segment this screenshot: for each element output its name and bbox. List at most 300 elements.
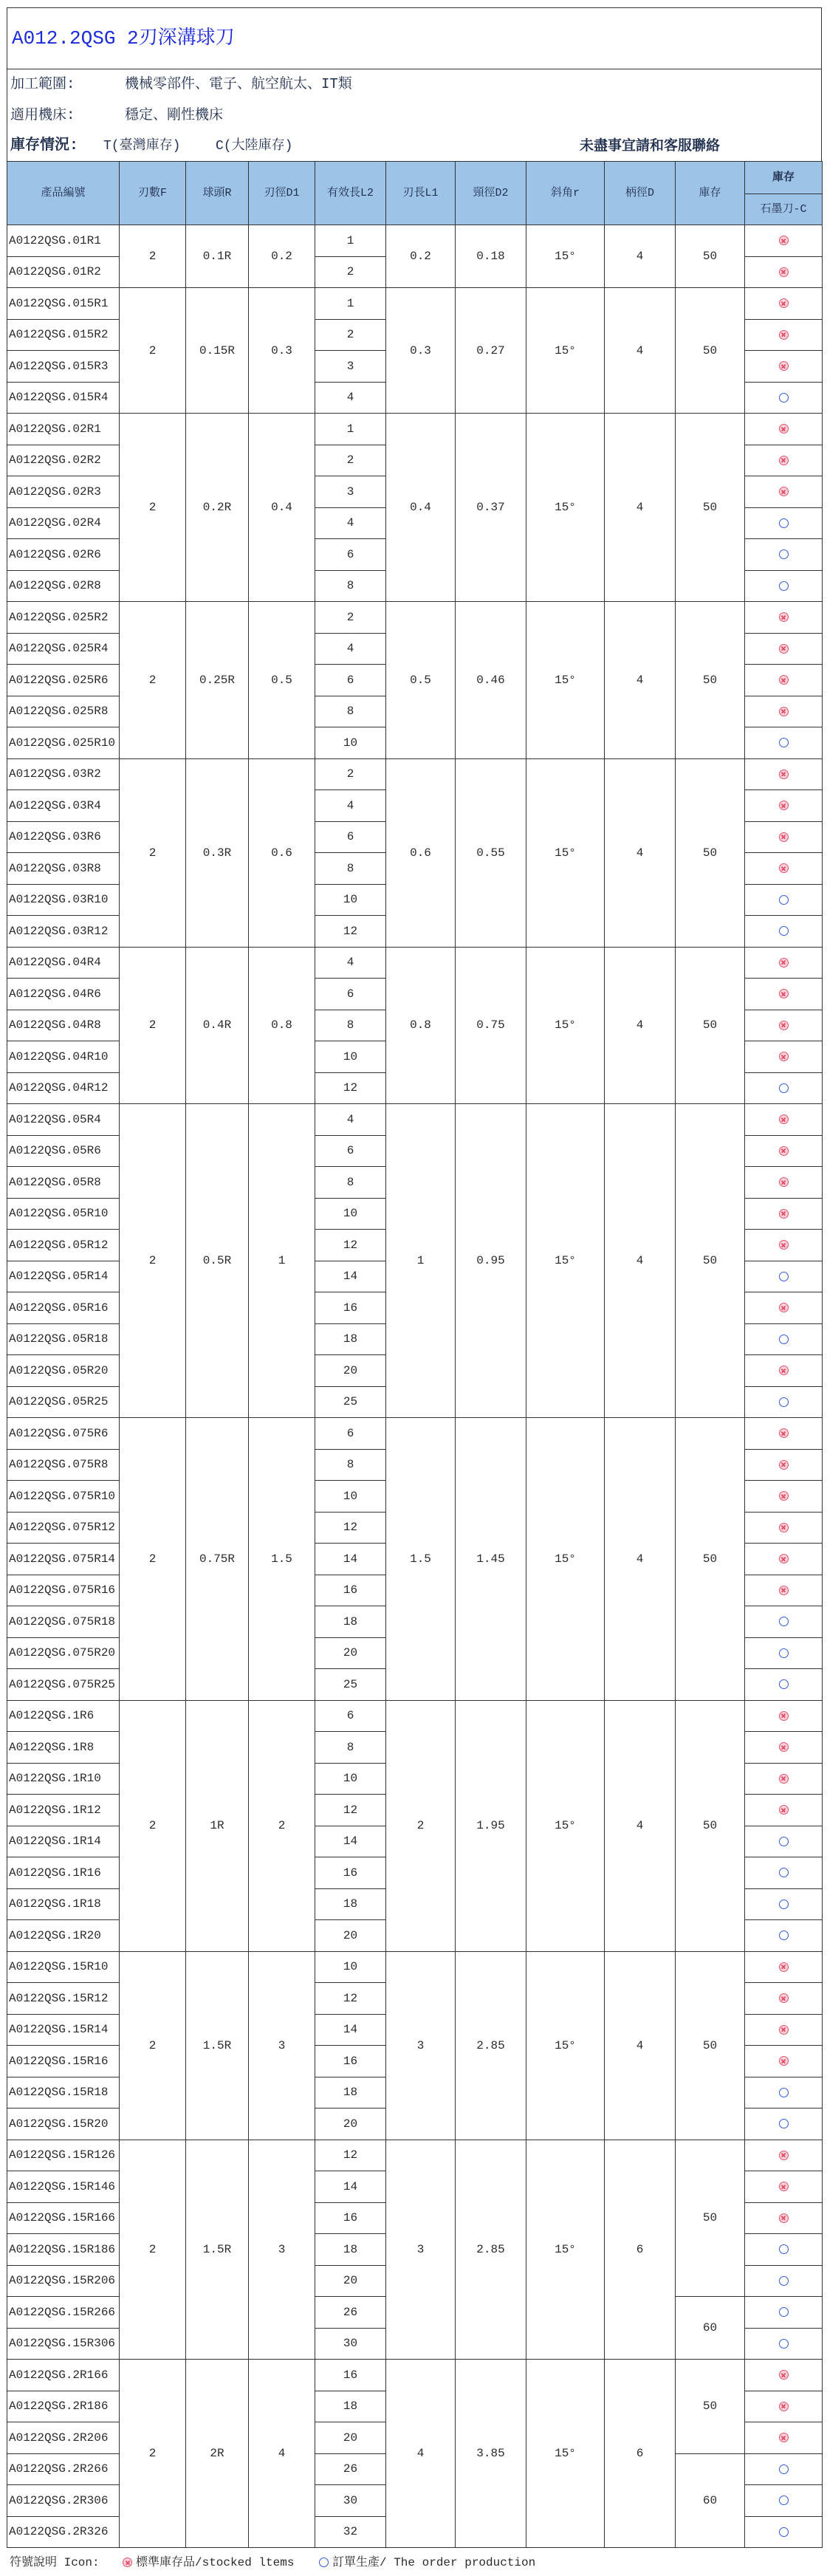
cutting-length-cell: 2: [386, 1700, 456, 1951]
effective-length-cell: 14: [315, 1826, 386, 1857]
effective-length-cell: 26: [315, 2297, 386, 2329]
availability-cell: [745, 2014, 823, 2046]
order-production-icon: [779, 2244, 789, 2254]
table-row: [7, 758, 823, 790]
availability-cell: [745, 2171, 823, 2203]
effective-length-cell: 6: [315, 539, 386, 571]
flutes-cell: 2: [120, 1104, 186, 1418]
neck-diameter-cell: 3.85: [456, 2360, 526, 2548]
stock-qty-cell: 50: [676, 1951, 745, 2140]
effective-length-cell: 1: [315, 288, 386, 320]
availability-cell: [745, 382, 823, 414]
cutting-length-cell: 0.2: [386, 225, 456, 288]
header-angle: 斜角r: [526, 162, 605, 225]
availability-cell: [745, 1104, 823, 1136]
availability-cell: [745, 1732, 823, 1764]
stocked-icon: [779, 1240, 789, 1250]
stocked-icon: [779, 1491, 789, 1501]
availability-cell: [745, 979, 823, 1010]
stock-qty-cell: 50: [676, 225, 745, 288]
effective-length-cell: 2: [315, 256, 386, 288]
availability-cell: [745, 1826, 823, 1857]
ball-radius-cell: 1.5R: [186, 1951, 249, 2140]
product-code-cell: A0122QSG.2R326: [7, 2516, 120, 2548]
effective-length-cell: 2: [315, 445, 386, 476]
product-code-cell: A0122QSG.075R12: [7, 1512, 120, 1544]
product-code-cell: A0122QSG.1R14: [7, 1826, 120, 1857]
shank-diameter-cell: 4: [605, 602, 676, 759]
table-row: [7, 2140, 823, 2171]
availability-cell: [745, 351, 823, 383]
stocked-icon: [779, 612, 789, 622]
stocked-icon: [779, 2182, 789, 2191]
effective-length-cell: 20: [315, 2109, 386, 2140]
product-code-cell: A0122QSG.1R6: [7, 1700, 120, 1732]
header-availability: 庫存: [745, 162, 823, 194]
availability-cell: [745, 319, 823, 351]
stock-qty-cell: 60: [676, 2453, 745, 2548]
header-flutes: 刃數F: [120, 162, 186, 225]
stocked-icon: [779, 1303, 789, 1312]
table-row: [7, 947, 823, 979]
stocked-icon: [779, 2151, 789, 2160]
ball-radius-cell: 0.2R: [186, 414, 249, 602]
availability-cell: [745, 507, 823, 539]
effective-length-cell: 16: [315, 1292, 386, 1324]
effective-length-cell: 8: [315, 696, 386, 727]
effective-length-cell: 10: [315, 1763, 386, 1795]
cutting-length-cell: 0.3: [386, 288, 456, 414]
effective-length-cell: 16: [315, 2046, 386, 2077]
angle-cell: 15°: [526, 2360, 605, 2548]
effective-length-cell: 30: [315, 2328, 386, 2360]
header-ball-radius: 球頭R: [186, 162, 249, 225]
cutting-diameter-cell: 0.8: [249, 947, 315, 1104]
stocked-icon: [779, 1177, 789, 1187]
table-row: [7, 2360, 823, 2391]
header-shank-diameter: 柄徑D: [605, 162, 676, 225]
product-code-cell: A0122QSG.04R8: [7, 1010, 120, 1041]
effective-length-cell: 6: [315, 979, 386, 1010]
stock-status-row: [7, 131, 821, 162]
machine-type-value: 穩定、剛性機床: [125, 107, 224, 123]
effective-length-cell: 6: [315, 821, 386, 853]
stocked-icon: [779, 675, 789, 685]
effective-length-cell: 4: [315, 947, 386, 979]
product-code-cell: A0122QSG.05R6: [7, 1135, 120, 1167]
product-code-cell: A0122QSG.15R306: [7, 2328, 120, 2360]
availability-cell: [745, 445, 823, 476]
effective-length-cell: 10: [315, 1041, 386, 1073]
effective-length-cell: 12: [315, 1230, 386, 1261]
availability-cell: [745, 2516, 823, 2548]
stocked-icon: [779, 267, 789, 277]
effective-length-cell: 6: [315, 665, 386, 696]
effective-length-cell: 18: [315, 2234, 386, 2266]
neck-diameter-cell: 0.95: [456, 1104, 526, 1418]
product-code-cell: A0122QSG.1R16: [7, 1857, 120, 1889]
stocked-icon: [779, 1209, 789, 1219]
stocked-icon: [779, 1021, 789, 1030]
availability-cell: [745, 758, 823, 790]
availability-cell: [745, 1795, 823, 1826]
product-code-cell: A0122QSG.15R166: [7, 2202, 120, 2234]
availability-cell: [745, 633, 823, 665]
effective-length-cell: 16: [315, 1857, 386, 1889]
sheet-header: [7, 7, 822, 161]
effective-length-cell: 8: [315, 570, 386, 602]
effective-length-cell: 4: [315, 1104, 386, 1136]
stock-qty-cell: 50: [676, 288, 745, 414]
ball-radius-cell: 0.5R: [186, 1104, 249, 1418]
table-row: [7, 288, 823, 320]
shank-diameter-cell: 4: [605, 1700, 676, 1951]
product-code-cell: A0122QSG.1R8: [7, 1732, 120, 1764]
stock-qty-cell: 50: [676, 947, 745, 1104]
effective-length-cell: 30: [315, 2485, 386, 2517]
product-code-cell: A0122QSG.15R146: [7, 2171, 120, 2203]
stocked-icon: [779, 330, 789, 340]
product-code-cell: A0122QSG.015R3: [7, 351, 120, 383]
product-code-cell: A0122QSG.02R3: [7, 476, 120, 508]
title-row: [7, 8, 821, 69]
effective-length-cell: 18: [315, 1323, 386, 1355]
flutes-cell: 2: [120, 1700, 186, 1951]
effective-length-cell: 12: [315, 916, 386, 948]
product-code-cell: A0122QSG.04R6: [7, 979, 120, 1010]
ball-radius-cell: 2R: [186, 2360, 249, 2548]
cutting-length-cell: 0.8: [386, 947, 456, 1104]
angle-cell: 15°: [526, 947, 605, 1104]
effective-length-cell: 26: [315, 2453, 386, 2485]
availability-cell: [745, 1418, 823, 1450]
product-code-cell: A0122QSG.2R166: [7, 2360, 120, 2391]
availability-cell: [745, 539, 823, 571]
stock-qty-cell: 60: [676, 2297, 745, 2360]
availability-cell: [745, 1198, 823, 1230]
product-code-cell: A0122QSG.075R14: [7, 1544, 120, 1575]
stocked-icon: [779, 1774, 789, 1784]
stocked-icon: [779, 1052, 789, 1061]
availability-cell: [745, 225, 823, 257]
stocked-icon: [779, 1993, 789, 2003]
stock-qty-cell: 50: [676, 758, 745, 947]
neck-diameter-cell: 1.45: [456, 1418, 526, 1701]
stocked-icon: [779, 2213, 789, 2223]
stocked-icon: [779, 1523, 789, 1532]
order-production-icon: [779, 2527, 789, 2537]
effective-length-cell: 12: [315, 1072, 386, 1104]
header-cutting-diameter: 刃徑D1: [249, 162, 315, 225]
effective-length-cell: 10: [315, 727, 386, 759]
cutting-length-cell: 4: [386, 2360, 456, 2548]
availability-cell: [745, 1261, 823, 1292]
product-code-cell: A0122QSG.075R25: [7, 1669, 120, 1701]
effective-length-cell: 12: [315, 1983, 386, 2015]
effective-length-cell: 18: [315, 1888, 386, 1920]
product-code-cell: A0122QSG.075R16: [7, 1575, 120, 1606]
angle-cell: 15°: [526, 602, 605, 759]
availability-cell: [745, 884, 823, 916]
order-production-icon: [779, 1837, 789, 1846]
header-cutting-length: 刃長L1: [386, 162, 456, 225]
neck-diameter-cell: 2.85: [456, 1951, 526, 2140]
stocked-icon: [779, 1366, 789, 1375]
effective-length-cell: 1: [315, 414, 386, 445]
product-code-cell: A0122QSG.15R126: [7, 2140, 120, 2171]
effective-length-cell: 2: [315, 319, 386, 351]
stocked-icon: [779, 2402, 789, 2411]
stocked-icon: [779, 2025, 789, 2035]
flutes-cell: 2: [120, 1418, 186, 1701]
angle-cell: 15°: [526, 1700, 605, 1951]
product-code-cell: A0122QSG.1R20: [7, 1920, 120, 1952]
order-production-icon: [779, 1617, 789, 1626]
order-production-icon: [779, 2119, 789, 2128]
effective-length-cell: 18: [315, 2391, 386, 2422]
availability-cell: [745, 2453, 823, 2485]
effective-length-cell: 2: [315, 602, 386, 634]
stocked-icon: [779, 707, 789, 716]
cutting-diameter-cell: 3: [249, 2140, 315, 2360]
product-code-cell: A0122QSG.1R12: [7, 1795, 120, 1826]
flutes-cell: 2: [120, 602, 186, 759]
flutes-cell: 2: [120, 414, 186, 602]
effective-length-cell: 4: [315, 382, 386, 414]
effective-length-cell: 6: [315, 1135, 386, 1167]
product-code-cell: A0122QSG.025R6: [7, 665, 120, 696]
effective-length-cell: 2: [315, 758, 386, 790]
order-production-icon: [779, 1397, 789, 1407]
order-production-icon: [779, 1083, 789, 1093]
effective-length-cell: 6: [315, 1700, 386, 1732]
cutting-diameter-cell: 4: [249, 2360, 315, 2548]
product-code-cell: A0122QSG.2R266: [7, 2453, 120, 2485]
availability-cell: [745, 2391, 823, 2422]
product-code-cell: A0122QSG.15R16: [7, 2046, 120, 2077]
product-code-cell: A0122QSG.025R4: [7, 633, 120, 665]
availability-cell: [745, 1323, 823, 1355]
product-code-cell: A0122QSG.03R6: [7, 821, 120, 853]
angle-cell: 15°: [526, 288, 605, 414]
shank-diameter-cell: 6: [605, 2360, 676, 2548]
availability-cell: [745, 2202, 823, 2234]
availability-cell: [745, 2297, 823, 2329]
effective-length-cell: 14: [315, 2014, 386, 2046]
stocked-icon: [779, 863, 789, 873]
product-code-cell: A0122QSG.05R25: [7, 1386, 120, 1418]
effective-length-cell: 20: [315, 1355, 386, 1387]
availability-cell: [745, 570, 823, 602]
product-code-cell: A0122QSG.15R186: [7, 2234, 120, 2266]
product-code-cell: A0122QSG.05R18: [7, 1323, 120, 1355]
neck-diameter-cell: 0.55: [456, 758, 526, 947]
product-code-cell: A0122QSG.04R10: [7, 1041, 120, 1073]
cutting-length-cell: 1: [386, 1104, 456, 1418]
availability-cell: [745, 2422, 823, 2454]
stocked-icon: [779, 1428, 789, 1438]
shank-diameter-cell: 4: [605, 947, 676, 1104]
effective-length-cell: 10: [315, 1481, 386, 1513]
shank-diameter-cell: 4: [605, 1418, 676, 1701]
shank-diameter-cell: 4: [605, 288, 676, 414]
ball-radius-cell: 0.1R: [186, 225, 249, 288]
effective-length-cell: 32: [315, 2516, 386, 2548]
order-production-icon: [779, 1679, 789, 1689]
stocked-icon: [779, 1460, 789, 1470]
order-production-icon: [779, 393, 789, 402]
shank-diameter-cell: 4: [605, 225, 676, 288]
stock-qty-cell: 50: [676, 1104, 745, 1418]
availability-cell: [745, 1072, 823, 1104]
shank-diameter-cell: 4: [605, 1104, 676, 1418]
shank-diameter-cell: 4: [605, 1951, 676, 2140]
order-production-icon: [779, 2307, 789, 2317]
order-production-icon: [779, 1272, 789, 1281]
flutes-cell: 2: [120, 1951, 186, 2140]
stock-qty-cell: 50: [676, 414, 745, 602]
availability-cell: [745, 1041, 823, 1073]
order-production-icon: [779, 2276, 789, 2286]
order-production-icon: [779, 518, 789, 528]
order-production-icon: [779, 2496, 789, 2505]
effective-length-cell: 18: [315, 1606, 386, 1638]
stocked-icon: [779, 1962, 789, 1972]
stocked-icon: [779, 989, 789, 998]
availability-cell: [745, 1135, 823, 1167]
product-code-cell: A0122QSG.05R4: [7, 1104, 120, 1136]
availability-cell: [745, 2109, 823, 2140]
table-row: [7, 1700, 823, 1732]
stocked-icon: [779, 1146, 789, 1156]
effective-length-cell: 1: [315, 225, 386, 257]
neck-diameter-cell: 1.95: [456, 1700, 526, 1951]
product-code-cell: A0122QSG.03R4: [7, 790, 120, 822]
neck-diameter-cell: 0.46: [456, 602, 526, 759]
cutting-length-cell: 0.4: [386, 414, 456, 602]
effective-length-cell: 12: [315, 1795, 386, 1826]
stocked-icon: [779, 832, 789, 842]
availability-cell: [745, 1983, 823, 2015]
product-code-cell: A0122QSG.03R10: [7, 884, 120, 916]
ball-radius-cell: 1.5R: [186, 2140, 249, 2360]
product-code-cell: A0122QSG.15R206: [7, 2265, 120, 2297]
table-row: [7, 1951, 823, 1983]
product-code-cell: A0122QSG.1R18: [7, 1888, 120, 1920]
product-code-cell: A0122QSG.02R4: [7, 507, 120, 539]
effective-length-cell: 12: [315, 1512, 386, 1544]
product-code-cell: A0122QSG.01R2: [7, 256, 120, 288]
angle-cell: 15°: [526, 1951, 605, 2140]
stocked-icon: [779, 361, 789, 371]
availability-cell: [745, 2360, 823, 2391]
availability-cell: [745, 1606, 823, 1638]
order-production-icon: [779, 738, 789, 747]
stocked-icon: [779, 1742, 789, 1752]
availability-cell: [745, 1512, 823, 1544]
order-production-icon: [779, 926, 789, 936]
effective-length-cell: 8: [315, 853, 386, 885]
availability-cell: [745, 1386, 823, 1418]
product-code-cell: A0122QSG.2R306: [7, 2485, 120, 2517]
availability-cell: [745, 821, 823, 853]
shank-diameter-cell: 4: [605, 758, 676, 947]
machining-range-label: 加工範圍:: [10, 76, 75, 92]
effective-length-cell: 4: [315, 507, 386, 539]
header-stock-qty: 庫存: [676, 162, 745, 225]
order-production-icon: [779, 2088, 789, 2097]
product-code-cell: A0122QSG.02R8: [7, 570, 120, 602]
effective-length-cell: 3: [315, 476, 386, 508]
availability-cell: [745, 1292, 823, 1324]
availability-cell: [745, 1575, 823, 1606]
product-code-cell: A0122QSG.05R8: [7, 1167, 120, 1199]
legend-label: 符號說明 Icon:: [10, 2556, 100, 2569]
angle-cell: 15°: [526, 1418, 605, 1701]
availability-cell: [745, 1951, 823, 1983]
effective-length-cell: 25: [315, 1386, 386, 1418]
availability-cell: [745, 2234, 823, 2266]
flutes-cell: 2: [120, 225, 186, 288]
effective-length-cell: 20: [315, 1920, 386, 1952]
product-code-cell: A0122QSG.04R12: [7, 1072, 120, 1104]
header-row: [7, 162, 823, 194]
availability-cell: [745, 2485, 823, 2517]
product-code-cell: A0122QSG.02R6: [7, 539, 120, 571]
availability-cell: [745, 1763, 823, 1795]
angle-cell: 15°: [526, 414, 605, 602]
neck-diameter-cell: 0.27: [456, 288, 526, 414]
effective-length-cell: 4: [315, 633, 386, 665]
product-code-cell: A0122QSG.1R10: [7, 1763, 120, 1795]
product-code-cell: A0122QSG.2R206: [7, 2422, 120, 2454]
availability-cell: [745, 1920, 823, 1952]
product-code-cell: A0122QSG.01R1: [7, 225, 120, 257]
stocked-icon: [779, 770, 789, 779]
product-code-cell: A0122QSG.05R10: [7, 1198, 120, 1230]
icon-legend: [7, 2549, 822, 2576]
flutes-cell: 2: [120, 947, 186, 1104]
effective-length-cell: 16: [315, 2202, 386, 2234]
cutting-diameter-cell: 1.5: [249, 1418, 315, 1701]
availability-cell: [745, 947, 823, 979]
flutes-cell: 2: [120, 2360, 186, 2548]
stocked-icon: [779, 424, 789, 434]
availability-cell: [745, 2328, 823, 2360]
machining-range-row: [7, 69, 821, 100]
table-row: [7, 1104, 823, 1136]
order-production-icon: [779, 1648, 789, 1658]
order-production-icon: [779, 581, 789, 591]
cutting-diameter-cell: 3: [249, 1951, 315, 2140]
effective-length-cell: 14: [315, 2171, 386, 2203]
flutes-cell: 2: [120, 758, 186, 947]
angle-cell: 15°: [526, 1104, 605, 1418]
product-code-cell: A0122QSG.025R2: [7, 602, 120, 634]
header-neck-diameter: 頸徑D2: [456, 162, 526, 225]
product-code-cell: A0122QSG.05R20: [7, 1355, 120, 1387]
order-production-icon: [779, 2339, 789, 2349]
availability-cell: [745, 256, 823, 288]
effective-length-cell: 20: [315, 1637, 386, 1669]
availability-cell: [745, 1888, 823, 1920]
cutting-diameter-cell: 0.2: [249, 225, 315, 288]
cutting-diameter-cell: 1: [249, 1104, 315, 1418]
availability-cell: [745, 1637, 823, 1669]
product-code-cell: A0122QSG.025R8: [7, 696, 120, 727]
availability-cell: [745, 1481, 823, 1513]
effective-length-cell: 6: [315, 1418, 386, 1450]
